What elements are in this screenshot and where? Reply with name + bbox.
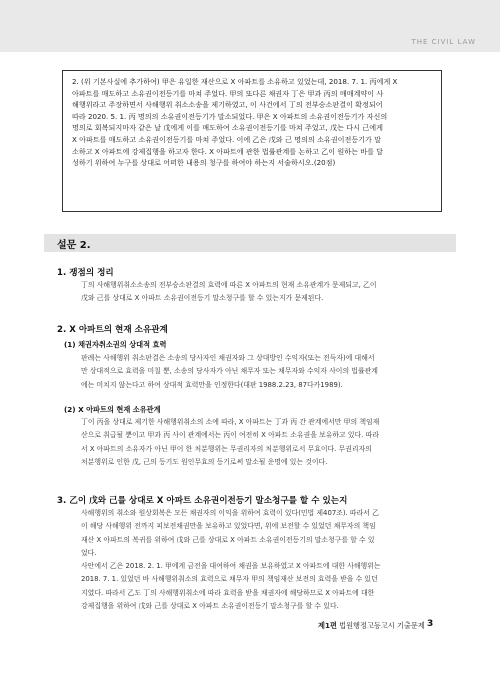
section-bar xyxy=(44,234,456,252)
question-line: 성하기 위하여 누구를 상대로 어떠한 내용의 청구를 하여야 하는지 서술하시오.(20점) xyxy=(72,158,336,168)
paragraph-issue xyxy=(81,279,437,306)
question-line: X 아파트를 매도하고 소유권이전등기를 마쳐 주었다. 이에 乙은 戊와 己 명의의 소유권이전등기가 말 xyxy=(72,134,381,144)
text-line: 戊와 己를 상대로 X 아파트 소유권이전등기 말소청구를 할 수 있는지가 문제된다. xyxy=(81,294,324,303)
question-line: 2. (위 기본사실에 추가하여) 甲은 유일한 재산으로 X 아파트를 소유하고 있었는데, 2018. 7. 1. 丙에게 X xyxy=(72,77,398,86)
subheading-relative-effect: (1) 채권자취소권의 상대적 효력 xyxy=(64,340,167,349)
heading-issue: 1. 쟁점의 정리 xyxy=(57,268,114,278)
question-line: 해행위라고 주장하면서 사해행위 취소소송을 제기하였고, 이 사건에서 丁의 전부승소판결이 확정되어 xyxy=(72,100,383,110)
question-line: 아파트를 매도하고 소유권이전등기를 마쳐 주었다. 甲의 또다른 채권자 丁은 甲과 丙의 매매계약이 사 xyxy=(72,88,384,98)
text-line: 에는 미치지 않는다고 하여 상대적 효력만을 인정한다(대판 1988.2.23, 87다카1989). xyxy=(81,380,343,389)
subheading-current-ownership: (2) X 아파트의 현재 소유관계 xyxy=(64,405,161,414)
running-title: THE CIVIL LAW xyxy=(411,38,476,46)
text-line: 처분행위로 인한 戊, 己의 등기도 원인무효의 등기로써 말소될 운명에 있는 것이다. xyxy=(81,457,328,466)
footer-book-title: 법원행정고등고시 기출문제 xyxy=(336,621,425,630)
paragraph-current-ownership xyxy=(81,416,437,469)
text-line: 산으로 취급될 뿐이고 甲과 丙 사이 관계에서는 丙이 여전히 X 아파트 소유권을 보유하고 있다. 따라 xyxy=(81,431,379,440)
text-line: 었다. xyxy=(81,548,97,557)
footer-label xyxy=(318,621,425,631)
question-line: 소하고 X 아파트에 강제집행을 하고자 한다. X 아파트에 관한 법률관계를 논하고 乙이 원하는 바를 달 xyxy=(72,146,384,156)
text-line: 재산 X 아파트의 복귀를 위하여 戊와 己를 상대로 X 아파트 소유권이전등기의 말소청구를 할 수 있 xyxy=(81,535,375,544)
question-line: 명의로 회복되지마자 같은 날 戊에게 이를 매도하여 소유권이전등기를 마쳐 주었고, 戊는 다시 己에게 xyxy=(72,123,383,133)
question-line: 따라 2020. 5. 1. 丙 명의의 소유권이전등기가 말소되었다. 甲은 X 아파트의 소유권이전등기가 자신의 xyxy=(72,111,388,121)
text-line: 이 해당 사해행위 전까지 피보전채권만을 보유하고 있었다면, 위에 보전할 수 있었던 채무자의 책임 xyxy=(81,522,376,531)
question-box xyxy=(62,70,442,212)
text-line: 서 X 아파트의 소유자가 아닌 甲이 한 처분행위는 무권리자의 처분행위로서 무효이다. 무권리자의 xyxy=(81,444,372,453)
paragraph-relative-effect xyxy=(81,352,437,392)
footer-part: 제1편 xyxy=(318,621,337,630)
text-line: 丁이 丙을 상대로 제기한 사해행위취소의 소에 따라, X 아파트는 丁과 丙 간 관계에서만 甲의 책임재 xyxy=(81,418,380,426)
text-line: 판례는 사해행위 취소판결은 소송의 당사자인 채권자와 그 상대방인 수익자(또는 전득자)에 대해서 xyxy=(81,354,375,362)
text-line: 강제집행을 위하여 戊와 己를 상대로 X 아파트 소유권이전등기 말소청구를 할 수 있다. xyxy=(81,602,339,611)
text-line: 지였다. 따라서 乙도 丁의 사해행위취소에 따라 효력을 받을 채권자에 해당하므로 X 아파트에 대한 xyxy=(81,588,375,597)
heading-ownership: 2. X 아파트의 현재 소유관계 xyxy=(57,325,168,335)
text-line: 丁의 사해행위취소소송의 전부승소판결의 효력에 따른 X 아파트의 현재 소유관계가 문제되고, 乙이 xyxy=(81,281,377,289)
paragraph-cancellation-claim xyxy=(81,507,437,613)
heading-cancellation-claim: 3. 乙이 戊와 己를 상대로 X 아파트 소유권이전등기 말소청구를 할 수 있는지 xyxy=(57,496,348,506)
page-number: 3 xyxy=(427,619,434,629)
section-title: 설문 2. xyxy=(57,240,91,251)
text-line: 만 상대적으로 효력을 미칠 뿐, 소송의 당사자가 아닌 채무자 또는 채무자와 수익자 사이의 법률관계 xyxy=(81,367,378,376)
text-line: 사안에서 乙은 2018. 2. 1. 甲에게 금전을 대여하여 채권을 보유하였고 X 아파트에 대한 사해행위는 xyxy=(81,562,381,571)
text-line: 2018. 7. 1. 있었던 바 사해행위취소의 효력으로 채무자 甲의 책임재산 보전의 효력을 받을 수 있던 xyxy=(81,575,378,584)
text-line: 사해행위의 취소와 원상회복은 모든 채권자의 이익을 위하여 효력이 있다(민법 제407조). 따라서 乙 xyxy=(81,509,379,517)
